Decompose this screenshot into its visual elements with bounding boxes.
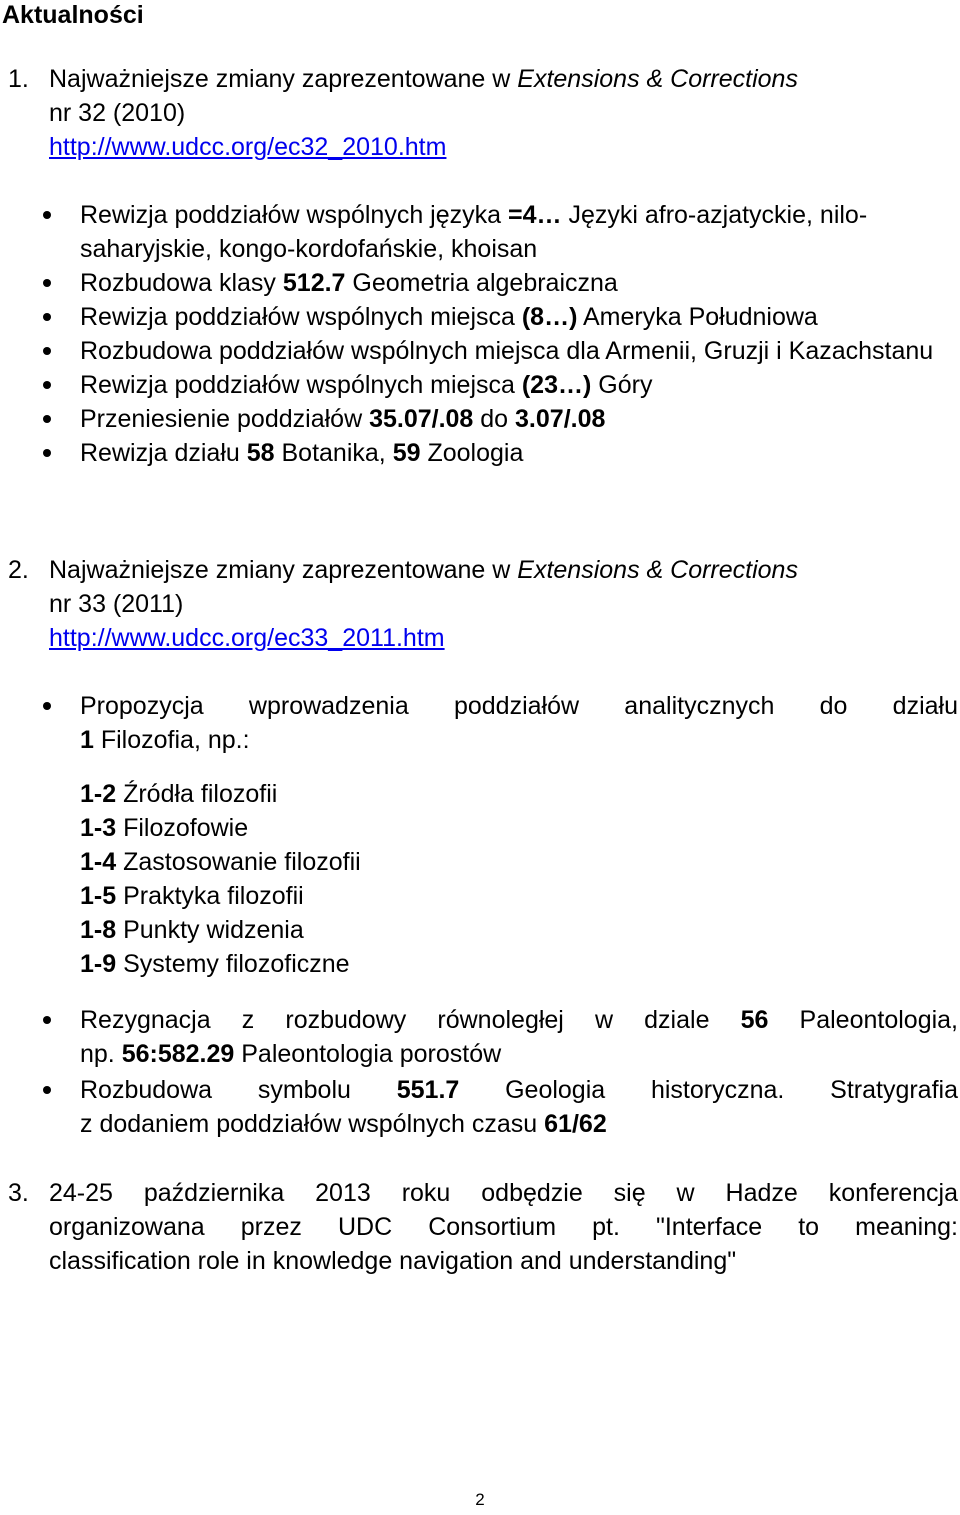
- bullet-code: 56:582.29: [121, 1040, 235, 1068]
- bullet-text: Propozycja wprowadzenia poddziałów analitycznych do działu: [80, 692, 958, 720]
- bullet-text: Rozbudowa poddziałów wspólnych miejsca dla Armenii, Gruzji i Kazachstanu: [80, 337, 934, 365]
- section-3-number: 3.: [8, 1179, 29, 1207]
- section-2-title-part2: nr 33 (2011): [49, 590, 184, 618]
- bullet-text: Geometria algebraiczna: [345, 269, 618, 297]
- bullet-line: [80, 1037, 958, 1071]
- bullet-text: Języki afro-azjatyckie, nilo-saharyjskie, kongo-kordofańskie, khoisan: [80, 201, 868, 263]
- list-item: [0, 368, 960, 402]
- section-2-bullet-list-b: [0, 1003, 960, 1141]
- section-1-title-part1: Najważniejsze zmiany zaprezentowane w: [49, 65, 518, 93]
- list-item: [80, 845, 960, 879]
- section-1: [0, 62, 960, 470]
- list-item: [0, 300, 960, 334]
- bullet-code: 56: [740, 1006, 769, 1034]
- bullet-text: Rewizja poddziałów wspólnych języka: [80, 201, 508, 229]
- bullet-text: Rozbudowa klasy: [80, 269, 283, 297]
- subdivision-label: Systemy filozoficzne: [116, 950, 350, 978]
- bullet-text: Rewizja działu: [80, 439, 247, 467]
- list-item: [0, 436, 960, 470]
- section-3-line: classification role in knowledge navigation and understanding": [49, 1247, 737, 1275]
- bullet-text: Geologia historyczna. Stratygrafia: [459, 1076, 958, 1104]
- subdivision-label: Filozofowie: [116, 814, 249, 842]
- bullet-line: [80, 1073, 958, 1107]
- bullet-code: 59: [392, 439, 421, 467]
- bullet-text: Paleontologia porostów: [234, 1040, 502, 1068]
- section-1-bullet-list: [0, 198, 960, 470]
- bullet-code: 35.07/.08: [369, 405, 474, 433]
- bullet-code: 551.7: [396, 1076, 460, 1104]
- subdivision-code: 1-8: [80, 916, 117, 944]
- list-item: [80, 811, 960, 845]
- subdivision-code: 1-2: [80, 780, 117, 808]
- bullet-line: [80, 1003, 958, 1037]
- section-3-body: [0, 1176, 960, 1278]
- section-2-link[interactable]: http://www.udcc.org/ec33_2011.htm: [49, 624, 445, 652]
- bullet-code: 3.07/.08: [515, 405, 606, 433]
- bullet-text: Filozofia, np.:: [93, 726, 250, 754]
- bullet-text: do: [473, 405, 516, 433]
- subdivision-code: 1-4: [80, 848, 117, 876]
- section-2-title-part1: Najważniejsze zmiany zaprezentowane w: [49, 556, 518, 584]
- bullet-text: Rezygnacja z rozbudowy równoległej w dziale: [80, 1006, 741, 1034]
- section-2-title-italic: Extensions & Corrections: [517, 556, 798, 584]
- bullet-text: Góry: [591, 371, 653, 399]
- bullet-text: Rewizja poddziałów wspólnych miejsca: [80, 303, 522, 331]
- list-item: [0, 1073, 960, 1141]
- bullet-line: [80, 1107, 958, 1141]
- section-2-bullet-list-a: [0, 689, 960, 757]
- list-item: [0, 689, 960, 757]
- list-item: [80, 913, 960, 947]
- bullet-code: 61/62: [544, 1110, 607, 1138]
- bullet-text: Rewizja poddziałów wspólnych miejsca: [80, 371, 522, 399]
- bullet-text: np.: [80, 1040, 122, 1068]
- bullet-text: Botanika,: [274, 439, 393, 467]
- list-item: [0, 334, 960, 368]
- section-1-number: 1.: [8, 65, 29, 93]
- list-item: [80, 947, 960, 981]
- bullet-text: Paleontologia,: [768, 1006, 959, 1034]
- list-item: [80, 777, 960, 811]
- page-heading: Aktualności: [2, 1, 144, 29]
- list-item: [0, 198, 960, 266]
- bullet-code: =4…: [507, 201, 562, 229]
- bullet-code: 1: [80, 726, 94, 754]
- subdivision-code: 1-5: [80, 882, 117, 910]
- philosophy-subdivisions: [0, 777, 960, 981]
- list-item: [0, 266, 960, 300]
- section-1-title-part2: nr 32 (2010): [49, 99, 186, 127]
- page-number: 2: [475, 1490, 485, 1509]
- bullet-code: (23…): [521, 371, 592, 399]
- list-item: [0, 402, 960, 436]
- section-1-header: [0, 62, 960, 164]
- subdivision-code: 1-3: [80, 814, 117, 842]
- subdivision-label: Praktyka filozofii: [116, 882, 304, 910]
- section-2: [0, 553, 960, 1141]
- bullet-text: Zoologia: [420, 439, 524, 467]
- section-3: [0, 1176, 960, 1278]
- subdivision-label: Zastosowanie filozofii: [116, 848, 361, 876]
- section-1-link[interactable]: http://www.udcc.org/ec32_2010.htm: [49, 133, 447, 161]
- section-3-line: 24-25 października 2013 roku odbędzie się w Hadze konferencja: [49, 1179, 958, 1207]
- bullet-code: 58: [246, 439, 275, 467]
- subdivision-label: Źródła filozofii: [116, 780, 278, 808]
- section-2-header: [0, 553, 960, 655]
- bullet-code: 512.7: [282, 269, 346, 297]
- bullet-text: Rozbudowa symbolu: [80, 1076, 397, 1104]
- section-2-number: 2.: [8, 556, 29, 584]
- list-item: [80, 879, 960, 913]
- section-3-line: organizowana przez UDC Consortium pt. "Interface to meaning:: [49, 1213, 958, 1241]
- subdivision-label: Punkty widzenia: [116, 916, 304, 944]
- bullet-text: Ameryka Południowa: [577, 303, 818, 331]
- bullet-text: Przeniesienie poddziałów: [80, 405, 370, 433]
- bullet-text: z dodaniem poddziałów wspólnych czasu: [80, 1110, 545, 1138]
- section-1-title-italic: Extensions & Corrections: [517, 65, 798, 93]
- subdivision-code: 1-9: [80, 950, 117, 978]
- list-item: [0, 1003, 960, 1071]
- bullet-code: (8…): [521, 303, 578, 331]
